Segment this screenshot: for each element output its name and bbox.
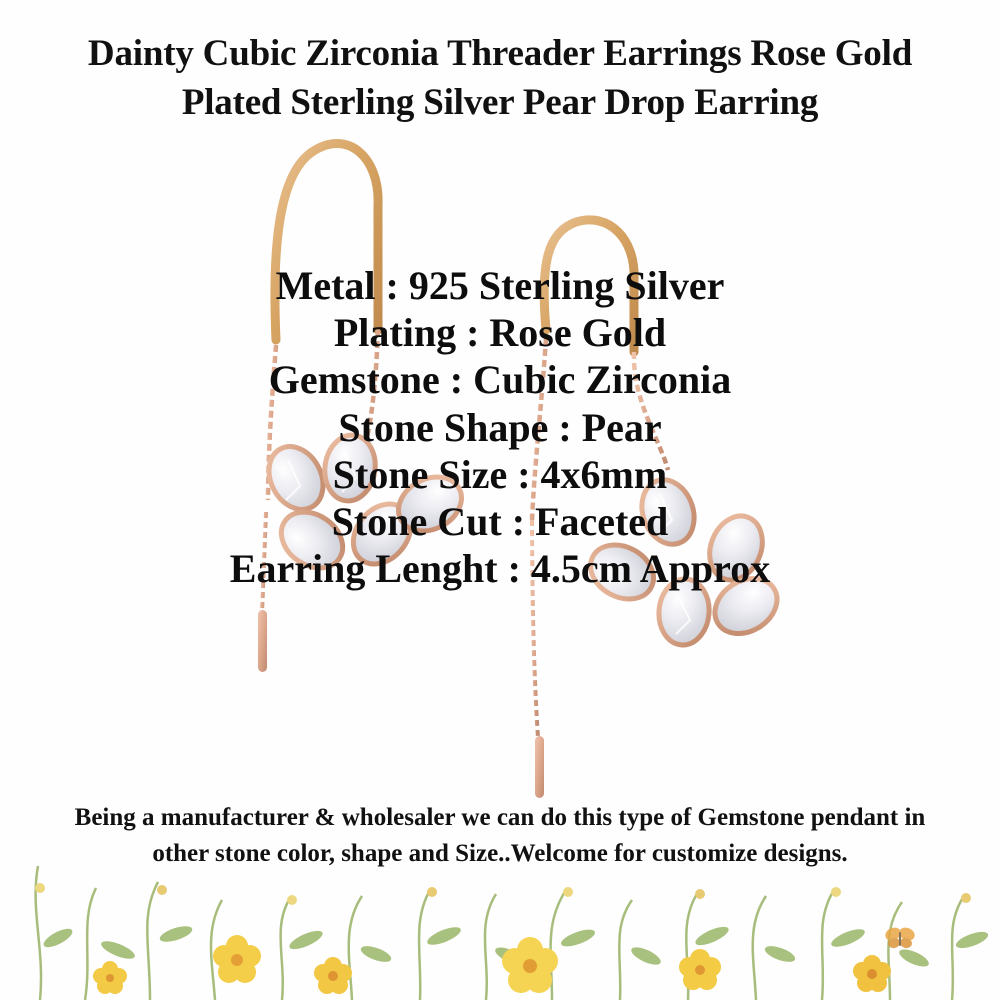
spec-item-earring-length: Earring Lenght : 4.5cm Approx (229, 546, 771, 592)
manufacturer-note: Being a manufacturer & wholesaler we can do this type of Gemstone pendant in other stone color, shape and Size..Welcome for customize designs. (74, 804, 926, 867)
spec-item-stone-shape: Stone Shape : Pear (338, 404, 662, 450)
specification-list (60, 262, 940, 592)
spec-item-stone-cut: Stone Cut : Faceted (331, 498, 669, 544)
spec-item-plating: Plating : Rose Gold (333, 310, 667, 356)
spec-item-gemstone: Gemstone : Cubic Zirconia (268, 357, 732, 403)
spec-item-metal: Metal : 925 Sterling Silver (275, 263, 725, 308)
spec-item-stone-size: Stone Size : 4x6mm (332, 451, 668, 497)
product-title: Dainty Cubic Zirconia Threader Earrings Rose Gold Plated Sterling Silver Pear Drop Earring (87, 33, 913, 123)
